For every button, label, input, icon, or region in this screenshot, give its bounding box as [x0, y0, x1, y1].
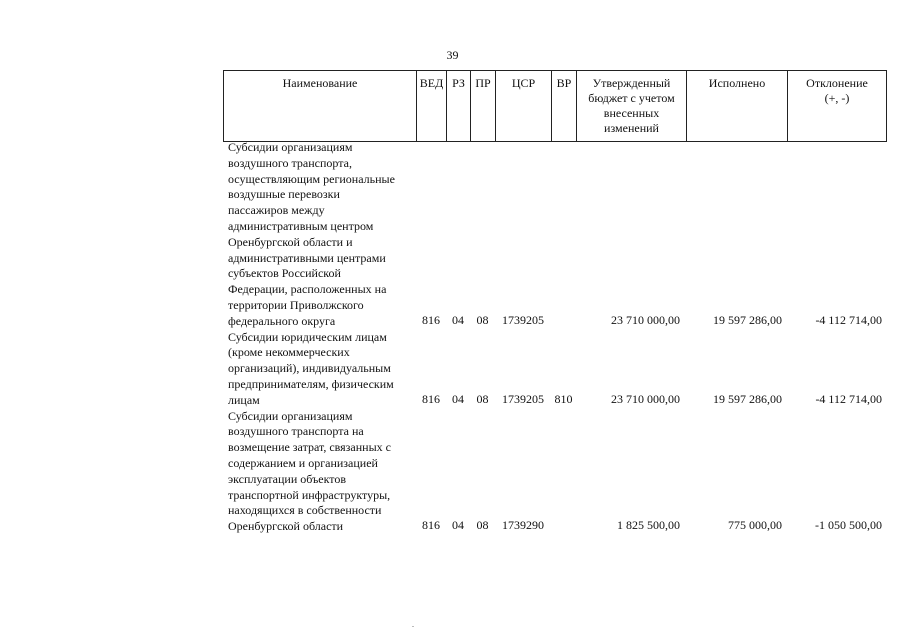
table-header: [223, 70, 887, 142]
row-name-line: субъектов Российской: [228, 266, 341, 281]
row-name-line: содержанием и организацией: [228, 455, 378, 470]
cell-approved: 1 825 500,00: [617, 518, 680, 533]
cell-csr: 1739290: [502, 518, 544, 533]
table-body: [223, 140, 887, 535]
cell-rz: 04: [452, 312, 464, 327]
row-name-line: (кроме некоммерческих: [228, 345, 350, 360]
header-deviation-line: Отклонение: [806, 76, 868, 90]
row-name-line: федерального округа: [228, 313, 336, 328]
row-name-line: лицам: [228, 392, 260, 407]
header-deviation: [787, 71, 887, 141]
header-rz-label: РЗ: [452, 76, 465, 90]
row-name-line: Федерации, расположенных на: [228, 282, 387, 297]
header-approved-line: бюджет с учетом: [588, 91, 675, 105]
row-name-line: территории Приволжского: [228, 297, 364, 312]
row-name-line: Субсидии юридическим лицам: [228, 329, 387, 344]
row-name-line: предпринимателям, физическим: [228, 376, 394, 391]
row-name-line: осуществляющим региональные: [228, 171, 395, 186]
cell-ved: 816: [422, 391, 440, 406]
row-name-line: Субсидии организациям: [228, 408, 353, 423]
row-name-line: административным центром: [228, 218, 374, 233]
cell-deviation: -4 112 714,00: [815, 312, 882, 327]
cell-csr: 1739205: [502, 391, 544, 406]
row-name: [223, 409, 414, 535]
header-csr-label: ЦСР: [511, 76, 536, 90]
cell-deviation: -4 112 714,00: [815, 391, 882, 406]
cell-csr: 1739205: [502, 312, 544, 327]
cell-rz: 04: [452, 391, 464, 406]
header-ved-label: ВЕД: [419, 76, 444, 90]
header-vr: [551, 71, 576, 141]
header-pr: [470, 71, 495, 141]
header-vr-label: ВР: [556, 76, 572, 90]
header-name-label: Наименование: [282, 76, 358, 90]
table-row: [223, 330, 887, 409]
header-ved: [416, 71, 446, 141]
table-row: [223, 140, 887, 330]
cell-pr: 08: [476, 391, 489, 406]
cell-pr: 08: [476, 518, 489, 533]
cell-ved: 816: [422, 518, 440, 533]
cell-executed: 19 597 286,00: [713, 391, 782, 406]
cell-executed: 775 000,00: [728, 518, 782, 533]
table-row: [223, 409, 887, 535]
header-executed: [686, 71, 787, 141]
row-name-line: пассажиров между: [228, 203, 325, 218]
header-approved-line: изменений: [604, 121, 659, 135]
row-name-line: Субсидии организациям: [228, 140, 353, 154]
header-name: [223, 71, 416, 141]
scan-speck: [412, 626, 414, 627]
header-deviation-line: (+, -): [824, 91, 850, 105]
header-executed-label: Исполнено: [708, 76, 766, 90]
header-csr: [495, 71, 551, 141]
cell-ved: 816: [422, 312, 440, 327]
cell-deviation: -1 050 500,00: [815, 518, 882, 533]
header-pr-label: ПР: [475, 76, 491, 90]
cell-vr: 810: [554, 391, 573, 406]
header-approved-line: внесенных: [603, 106, 660, 120]
row-name: [223, 140, 414, 330]
cell-rz: 04: [452, 518, 464, 533]
row-name-line: организаций), индивидуальным: [228, 361, 391, 376]
row-name-line: воздушного транспорта на: [228, 424, 364, 439]
cell-pr: 08: [476, 312, 489, 327]
row-name: [223, 330, 414, 409]
header-rz: [446, 71, 470, 141]
cell-approved: 23 710 000,00: [611, 312, 680, 327]
row-name-line: возмещение затрат, связанных с: [228, 440, 391, 455]
cell-approved: 23 710 000,00: [611, 391, 680, 406]
row-name-line: находящихся в собственности: [228, 503, 382, 518]
row-name-line: воздушные перевозки: [228, 187, 340, 202]
header-approved-line: Утвержденный: [592, 76, 671, 90]
row-name-line: эксплуатации объектов: [228, 471, 347, 486]
row-name-line: транспортной инфраструктуры,: [228, 487, 391, 502]
cell-executed: 19 597 286,00: [713, 312, 782, 327]
page-number: 39: [446, 48, 459, 62]
row-name-line: Оренбургской области: [228, 519, 344, 534]
row-name-line: воздушного транспорта,: [228, 155, 352, 170]
header-approved: [576, 71, 686, 141]
row-name-line: административными центрами: [228, 250, 386, 265]
row-name-line: Оренбургской области и: [228, 234, 353, 249]
